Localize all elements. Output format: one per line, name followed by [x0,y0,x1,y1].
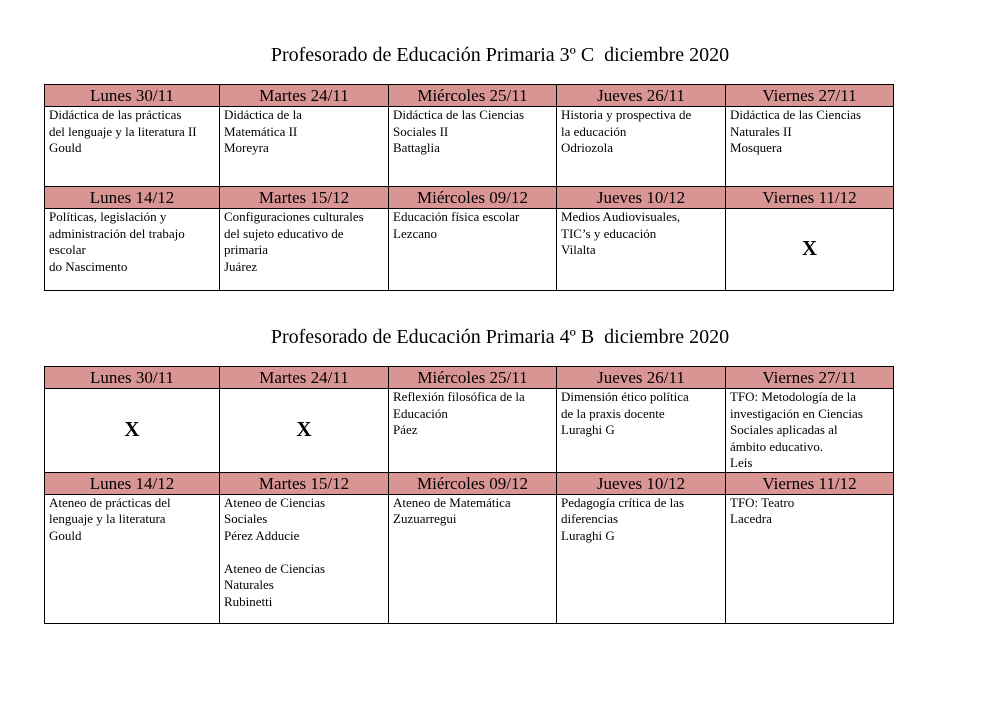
class-text-line: Ateneo de Ciencias [224,560,326,576]
class-cell [45,107,220,187]
class-cell [389,494,557,623]
class-text-line: do Nascimento [49,258,128,274]
day-header-jueves: Jueves 10/12 [557,187,726,209]
class-text-line: Battaglia [393,140,440,155]
day-header-row [45,472,894,494]
class-text-line: Luraghi G [561,422,615,437]
no-class-mark: X [801,235,818,260]
class-text-line: Dimensión ético política [561,389,689,404]
class-text-line: Matemática II [224,123,298,139]
class-text-line: Vilalta [561,242,596,257]
class-text-line: Rubinetti [224,593,273,609]
class-cell [389,107,557,187]
class-text-line: lenguaje y la literatura [49,511,166,526]
class-cell [726,107,894,187]
no-class-cell [220,389,389,473]
class-cell [389,389,557,473]
class-text-line: Pedagogía crítica de las [561,494,685,510]
day-header-viernes: Viernes 11/12 [726,472,894,494]
class-cell [726,494,894,623]
class-cell [389,209,557,291]
day-header-lunes: Lunes 14/12 [45,472,220,494]
day-header-martes: Martes 15/12 [220,187,389,209]
class-text-line: Sociales II [393,123,449,139]
class-cell [557,494,726,623]
no-class-cell [726,209,894,291]
class-cell [557,107,726,187]
class-row [45,209,894,291]
day-header-lunes: Lunes 14/12 [45,187,220,209]
class-text-line: Sociales aplicadas al [730,422,838,437]
class-cell [220,494,389,623]
day-header-viernes: Viernes 11/12 [726,187,894,209]
class-text-line: la educación [561,123,627,139]
class-text-line: Lezcano [393,225,438,241]
day-header-martes: Martes 24/11 [220,367,389,389]
day-header-viernes: Viernes 27/11 [726,85,894,107]
class-text-line: TFO: Teatro [730,494,795,510]
class-text-line: escolar [49,242,86,257]
class-text-line: Ateneo de Matemática [393,494,511,510]
class-text-line: Naturales [224,577,274,592]
class-row [45,494,894,623]
class-text-line: Juárez [224,258,258,274]
day-header-jueves: Jueves 26/11 [557,367,726,389]
day-header-miercoles: Miércoles 09/12 [389,187,557,209]
class-text-line: Ateneo de Ciencias [224,494,326,510]
class-text-line: administración del trabajo [49,225,185,241]
class-text-line [224,544,384,561]
class-text-line: Educación física escolar [393,209,520,224]
day-header-martes: Martes 24/11 [220,85,389,107]
class-text-line: Educación [393,405,448,421]
class-text-line: Didáctica de las prácticas [49,107,182,122]
day-header-miercoles: Miércoles 09/12 [389,472,557,494]
class-cell [45,494,220,623]
class-cell [557,389,726,473]
class-row [45,107,894,187]
class-cell [557,209,726,291]
class-cell [726,389,894,473]
class-cell [220,107,389,187]
class-text-line: Historia y prospectiva de [561,107,692,122]
schedule-table [44,366,894,624]
no-class-cell [45,389,220,473]
class-text-line: Naturales II [730,123,792,139]
class-text-line: de la praxis docente [561,405,665,421]
schedule-title: Profesorado de Educación Primaria 4º B diciembre 2020 [270,326,730,348]
class-text-line: diferencias [561,511,619,526]
class-text-line: Sociales [224,511,268,526]
day-header-row [45,367,894,389]
class-text-line: Políticas, legislación y [49,209,167,224]
class-text-line: Gould [49,527,82,543]
class-text-line: Mosquera [730,140,782,155]
class-text-line: Zuzuarregui [393,511,457,526]
class-text-line: Leis [730,455,753,470]
class-text-line: investigación en Ciencias [730,405,863,421]
class-text-line: Configuraciones culturales [224,209,364,224]
class-text-line: Pérez Adducie [224,527,300,543]
day-header-jueves: Jueves 10/12 [557,472,726,494]
class-text-line: Luraghi G [561,527,615,543]
day-header-viernes: Viernes 27/11 [726,367,894,389]
day-header-lunes: Lunes 30/11 [45,85,220,107]
class-text-line: Lacedra [730,511,772,526]
class-text-line: Didáctica de las Ciencias [730,107,862,122]
class-text-line: primaria [224,242,269,257]
class-text-line: Moreyra [224,140,269,155]
schedule-table [44,84,894,291]
day-header-miercoles: Miércoles 25/11 [389,85,557,107]
class-text-line: ámbito educativo. [730,438,824,454]
class-row [45,389,894,473]
class-text-line: Odriozola [561,140,613,155]
class-text-line: Páez [393,422,418,437]
class-text-line: Gould [49,140,82,155]
class-text-line: Medios Audiovisuales, [561,209,681,224]
class-cell [220,209,389,291]
class-text-line: Ateneo de prácticas del [49,494,171,510]
class-cell [45,209,220,291]
day-header-martes: Martes 15/12 [220,472,389,494]
class-text-line: del sujeto educativo de [224,225,344,241]
class-text-line: Reflexión filosófica de la [393,389,525,404]
day-header-miercoles: Miércoles 25/11 [389,367,557,389]
class-text-line: Didáctica de las Ciencias [393,107,525,122]
class-text-line: del lenguaje y la literatura II [49,123,197,139]
day-header-jueves: Jueves 26/11 [557,85,726,107]
day-header-row [45,187,894,209]
no-class-mark: X [296,416,312,441]
class-text-line: Didáctica de la [224,107,302,122]
no-class-mark: X [124,416,140,441]
day-header-row [45,85,894,107]
schedule-title: Profesorado de Educación Primaria 3º C diciembre 2020 [270,44,730,66]
day-header-lunes: Lunes 30/11 [45,367,220,389]
class-text-line: TFO: Metodología de la [730,389,857,404]
class-text-line: TIC’s y educación [561,225,657,241]
